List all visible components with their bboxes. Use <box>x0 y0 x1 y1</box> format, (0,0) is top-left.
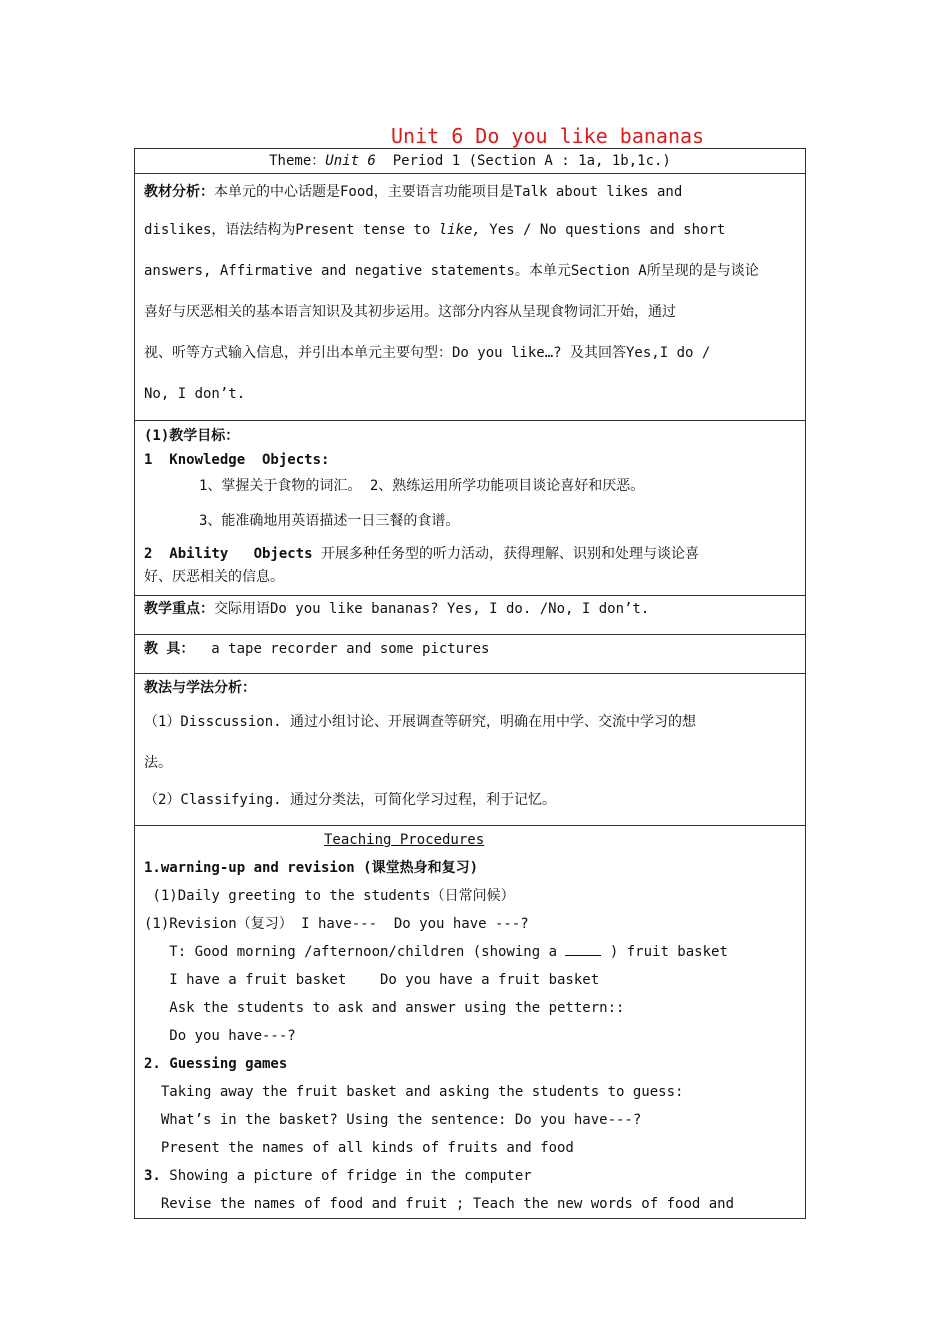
section-1-line-6: Do you have---? <box>144 1028 296 1044</box>
knowledge-item-1: 1、掌握关于食物的词汇。 2、熟练运用所学功能项目谈论喜好和厌恶。 <box>199 478 645 494</box>
key-points-text: 交际用语Do you like bananas? Yes, I do. /No, I don’t. <box>214 601 650 617</box>
analysis-line-6: No, I don’t. <box>144 386 246 402</box>
tools-label: 教 具： <box>144 641 195 657</box>
knowledge-item-3: 3、能准确地用英语描述一日三餐的食谱。 <box>199 513 460 529</box>
analysis-line-2a: dislikes，语法结构为Present tense to <box>144 222 439 238</box>
procedures-cell <box>135 826 806 1219</box>
key-points-label: 教学重点： <box>144 601 214 617</box>
lesson-plan-table <box>134 148 806 1219</box>
analysis-line-4: 喜好与厌恶相关的基本语言知识及其初步运用。这部分内容从呈现食物词汇开始，通过 <box>144 304 676 320</box>
procedures-row <box>135 826 806 1219</box>
theme-row <box>135 149 806 174</box>
theme-period: Period 1 (Section A : 1a, 1b,1c.) <box>375 153 671 169</box>
analysis-cell <box>135 174 806 421</box>
section-1-line-1: (1)Daily greeting to the students（日常问候） <box>144 888 515 904</box>
analysis-line-5: 视、听等方式输入信息，并引出本单元主要句型：Do you like…? 及其回答Yes,I do / <box>144 345 711 361</box>
section-1-line-2: (1)Revision（复习） I have--- Do you have ---? <box>144 916 529 932</box>
section-3-number: 3. <box>144 1168 161 1184</box>
theme-label: Theme： <box>269 153 326 169</box>
analysis-line-2-like: like, <box>438 222 481 238</box>
tools-row <box>135 635 806 674</box>
theme-cell <box>135 149 806 174</box>
document-title: Unit 6 Do you like bananas <box>391 124 705 148</box>
section-2-line-3: Present the names of all kinds of fruits and food <box>144 1140 574 1156</box>
section-1-line-5: Ask the students to ask and answer using the pettern:: <box>144 1000 625 1016</box>
section-1-title: 1.warning-up and revision (课堂热身和复习) <box>144 860 479 876</box>
objectives-heading: (1)教学目标： <box>144 428 240 444</box>
analysis-line-1: 本单元的中心话题是Food，主要语言功能项目是Talk about likes and <box>214 184 683 200</box>
tools-text: a tape recorder and some pictures <box>194 641 490 657</box>
section-1-line-3b: ) fruit basket <box>601 944 728 960</box>
analysis-line-2b: Yes / No questions and short <box>480 222 726 238</box>
theme-unit: Unit 6 <box>325 153 376 169</box>
section-3-line-1: Revise the names of food and fruit ; Teach the new words of food and <box>144 1196 735 1212</box>
method-2: （2）Classifying. 通过分类法，可简化学习过程，利于记忆。 <box>144 792 557 808</box>
section-2-line-1: Taking away the fruit basket and asking the students to guess: <box>144 1084 684 1100</box>
methods-row <box>135 674 806 826</box>
method-1: （1）Disscussion. 通过小组讨论、开展调查等研究，明确在用中学、交流中学习的想 <box>144 714 697 730</box>
analysis-row <box>135 174 806 421</box>
key-points-cell <box>135 596 806 635</box>
section-2-line-2: What’s in the basket? Using the sentence: Do you have---? <box>144 1112 642 1128</box>
knowledge-objects: 1 Knowledge Objects: <box>144 452 330 468</box>
fill-in-blank <box>565 941 601 956</box>
section-1-line-4: I have a fruit basket Do you have a fruit basket <box>144 972 600 988</box>
section-3-title: Showing a picture of fridge in the computer <box>160 1168 532 1184</box>
key-points-row <box>135 596 806 635</box>
methods-cell <box>135 674 806 826</box>
ability-objects-text-2: 好、厌恶相关的信息。 <box>144 569 284 585</box>
ability-objects-label: 2 Ability Objects <box>144 546 313 562</box>
methods-label: 教法与学法分析： <box>144 680 256 696</box>
method-1-cont: 法。 <box>144 755 172 771</box>
objectives-cell <box>135 421 806 596</box>
analysis-label: 教材分析： <box>144 184 214 200</box>
tools-cell <box>135 635 806 674</box>
procedures-heading: Teaching Procedures <box>324 832 485 848</box>
analysis-line-3: answers, Affirmative and negative statements。本单元Section A所呈现的是与谈论 <box>144 263 759 279</box>
ability-objects-text: 开展多种任务型的听力活动，获得理解、识别和处理与谈论喜 <box>312 546 700 562</box>
section-2-title: 2. Guessing games <box>144 1056 288 1072</box>
section-1-line-3a: T: Good morning /afternoon/children (showing a <box>144 944 566 960</box>
objectives-row <box>135 421 806 596</box>
